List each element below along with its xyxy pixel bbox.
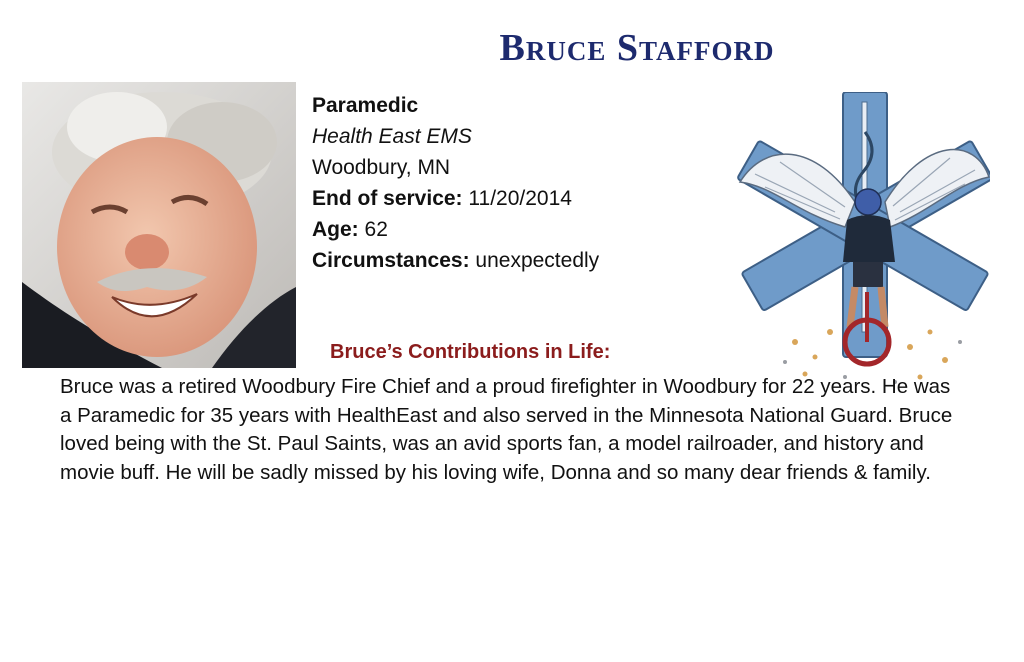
page-title: Bruce Stafford [499,27,775,69]
contributions-text: Bruce was a retired Woodbury Fire Chief and a proud firefighter in Woodbury for 22 years. He was a Paramedic for 35 years with HealthEast and also served in the Minnesota National Guard. Bruce loved being with the St. Paul Saints, was an avid sports fan, a model railroader, and history and movie buff. He will be sadly missed by his loving wife, Donna and so many dear friends & family. [60,375,953,484]
end-of-service-row [312,183,599,214]
age-value: 62 [364,218,388,241]
end-of-service-value: 11/20/2014 [468,187,572,210]
end-of-service-label: End of service: [312,187,463,210]
age-label: Age: [312,218,359,241]
location-text: Woodbury, MN [312,156,451,179]
circumstances-row [312,245,599,276]
portrait-photo [22,82,296,368]
age-row [312,214,599,245]
star-of-life-angel-cyclist-icon [735,92,990,392]
circumstances-label: Circumstances: [312,249,470,272]
organization-text: Health East EMS [312,125,472,148]
contributions-heading: Bruce’s Contributions in Life: [330,341,611,363]
circumstances-value: unexpectedly [475,249,600,272]
role-text: Paramedic [312,94,419,117]
profile-details [312,90,599,276]
